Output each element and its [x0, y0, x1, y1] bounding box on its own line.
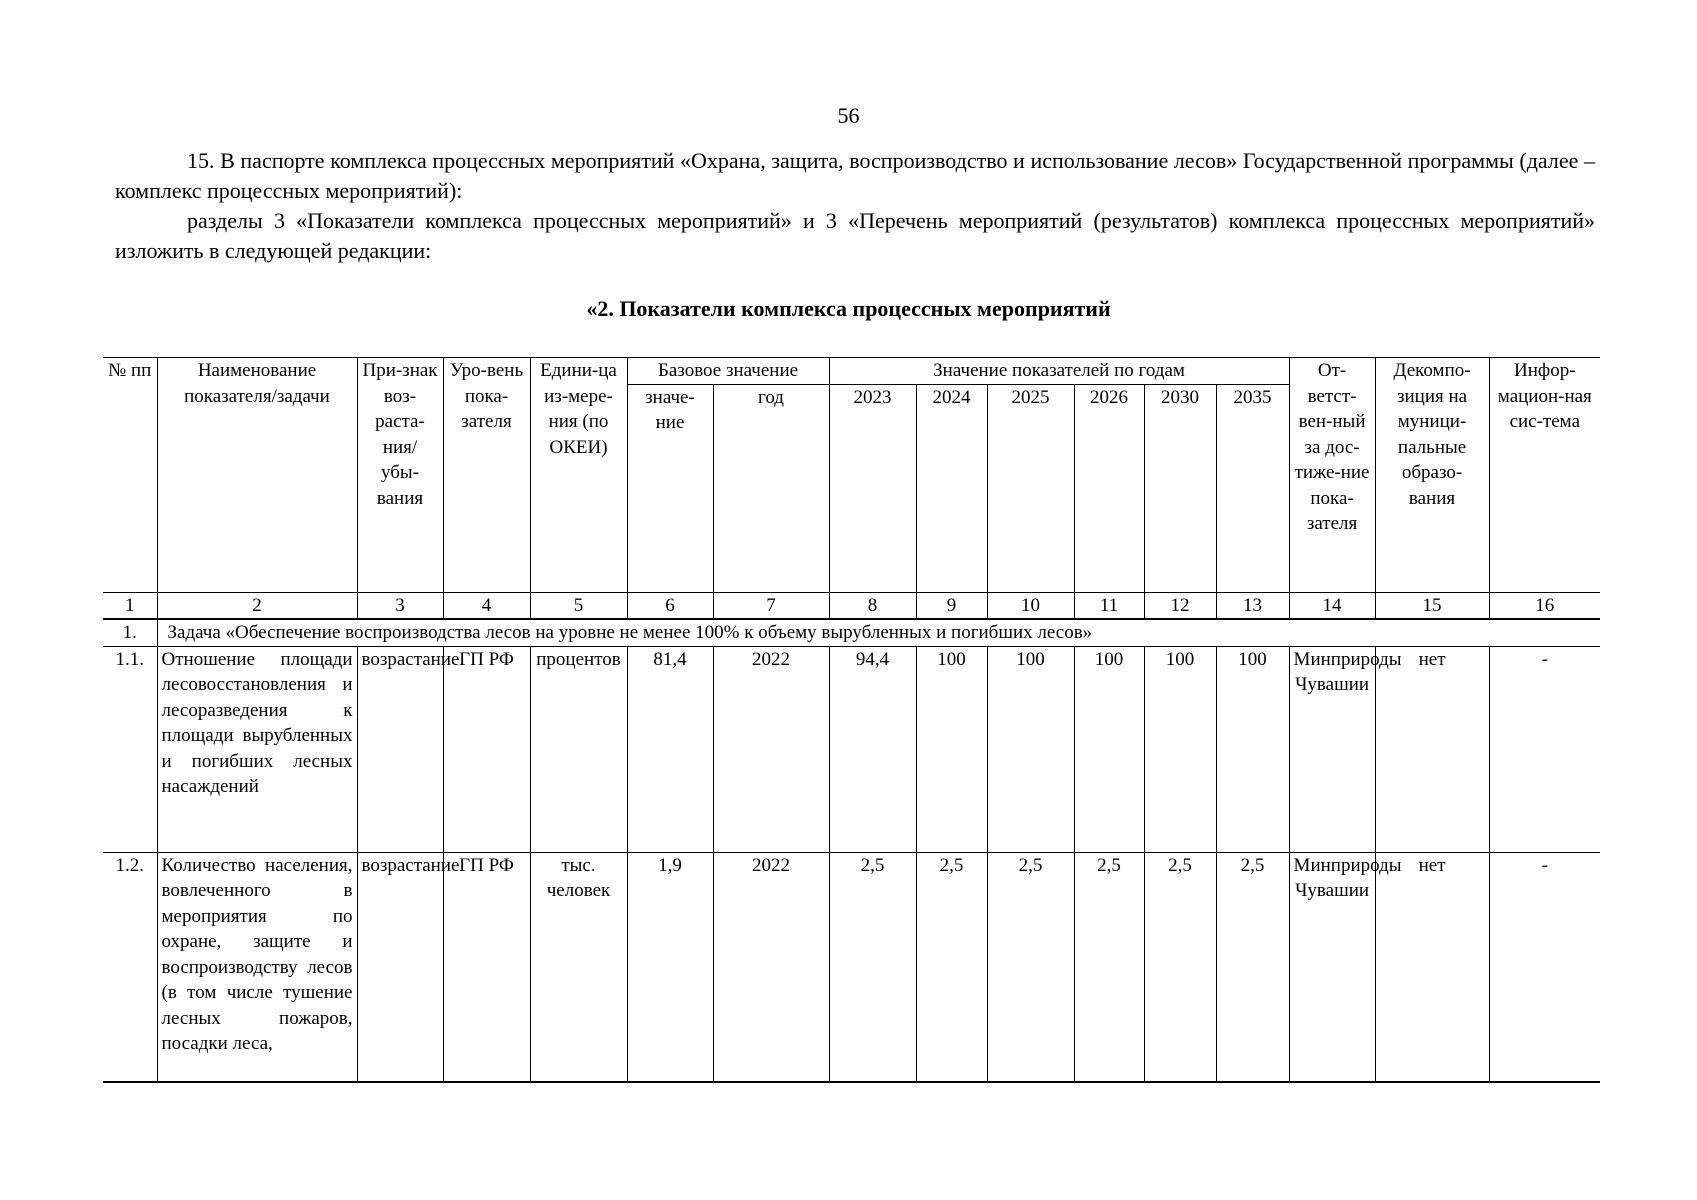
task-row: [103, 619, 1600, 646]
row-decomposition: нет: [1375, 646, 1489, 852]
row-level: ГП РФ: [443, 852, 530, 1082]
task-num: 1.: [103, 619, 157, 646]
column-number: 12: [1144, 592, 1216, 619]
intro-text: [115, 146, 1595, 266]
header-year-2030: 2030: [1144, 384, 1216, 592]
row-value-2026: 2,5: [1074, 852, 1144, 1082]
row-responsible: Минприроды Чувашии: [1289, 646, 1375, 852]
column-number: 15: [1375, 592, 1489, 619]
column-number: 13: [1216, 592, 1289, 619]
column-numbers-row: [103, 592, 1600, 619]
row-name: Отношение площади лесовосстановления и лесоразведения к площади вырубленных и погибших лесных насаждений: [157, 646, 357, 852]
column-number: 4: [443, 592, 530, 619]
header-decomposition: Декомпо-зиция на муници-пальные образо-вания: [1375, 358, 1489, 593]
header-level: Уро-вень пока-зателя: [443, 358, 530, 593]
row-value-2024: 100: [916, 646, 987, 852]
row-sign: возрастание: [357, 852, 443, 1082]
row-unit: тыс. человек: [530, 852, 627, 1082]
row-base-value: 1,9: [627, 852, 713, 1082]
row-base-value: 81,4: [627, 646, 713, 852]
table-row: [103, 852, 1600, 1082]
intro-paragraph-1: 15. В паспорте комплекса процессных мероприятий «Охрана, защита, воспроизводство и использование лесов» Государственной программы (далее – комплекс процессных мероприятий):: [115, 148, 1595, 203]
header-unit: Едини-ца из-мере-ния (по ОКЕИ): [530, 358, 627, 593]
row-sign: возрастание: [357, 646, 443, 852]
page-number: 56: [837, 103, 860, 128]
row-value-2026: 100: [1074, 646, 1144, 852]
section-title: «2. Показатели комплекса процессных мероприятий: [586, 296, 1111, 321]
column-number: 6: [627, 592, 713, 619]
header-row-1: [103, 358, 1600, 385]
header-name: Наименование показателя/задачи: [157, 358, 357, 593]
indicators-table-container: [103, 357, 1600, 1079]
header-year-2025: 2025: [987, 384, 1074, 592]
column-number: 5: [530, 592, 627, 619]
row-value-2025: 2,5: [987, 852, 1074, 1082]
row-value-2030: 2,5: [1144, 852, 1216, 1082]
row-num: 1.2.: [103, 852, 157, 1082]
row-level: ГП РФ: [443, 646, 530, 852]
header-year-2035: 2035: [1216, 384, 1289, 592]
row-unit: процентов: [530, 646, 627, 852]
column-number: 16: [1489, 592, 1600, 619]
row-value-2023: 2,5: [829, 852, 916, 1082]
row-value-2035: 2,5: [1216, 852, 1289, 1082]
row-value-2024: 2,5: [916, 852, 987, 1082]
row-value-2035: 100: [1216, 646, 1289, 852]
row-value-2030: 100: [1144, 646, 1216, 852]
row-responsible: Минприроды Чувашии: [1289, 852, 1375, 1082]
header-info-system: Инфор-мацион-ная сис-тема: [1489, 358, 1600, 593]
task-text: Задача «Обеспечение воспроизводства лесов на уровне не менее 100% к объему вырубленных и погибших лесов»: [157, 619, 1600, 646]
column-number: 11: [1074, 592, 1144, 619]
row-base-year: 2022: [713, 852, 829, 1082]
header-year-2026: 2026: [1074, 384, 1144, 592]
row-decomposition: нет: [1375, 852, 1489, 1082]
row-name: Количество населения, вовлеченного в мероприятия по охране, защите и воспроизводству лесов (в том числе тушение лесных пожаров, посадки леса,: [157, 852, 357, 1082]
header-responsible: От-ветст-вен-ный за дос-тиже-ние пока-зателя: [1289, 358, 1375, 593]
column-number: 10: [987, 592, 1074, 619]
header-years-group: Значение показателей по годам: [829, 358, 1289, 385]
intro-paragraph-2: разделы 3 «Показатели комплекса процессных мероприятий» и 3 «Перечень мероприятий (результатов) комплекса процессных мероприятий» изложить в следующей редакции:: [115, 208, 1595, 263]
header-base-year: год: [713, 384, 829, 592]
row-num: 1.1.: [103, 646, 157, 852]
header-year-2023: 2023: [829, 384, 916, 592]
table-row: [103, 646, 1600, 852]
column-number: 8: [829, 592, 916, 619]
row-info-system: -: [1489, 852, 1600, 1082]
indicators-table: [103, 357, 1600, 1083]
row-value-2025: 100: [987, 646, 1074, 852]
column-number: 7: [713, 592, 829, 619]
header-sign: При-знак воз-раста-ния/ убы-вания: [357, 358, 443, 593]
header-base-value: значе-ние: [627, 384, 713, 592]
header-base-group: Базовое значение: [627, 358, 829, 385]
column-number: 14: [1289, 592, 1375, 619]
column-number: 2: [157, 592, 357, 619]
row-base-year: 2022: [713, 646, 829, 852]
row-info-system: -: [1489, 646, 1600, 852]
column-number: 9: [916, 592, 987, 619]
column-number: 3: [357, 592, 443, 619]
row-value-2023: 94,4: [829, 646, 916, 852]
header-year-2024: 2024: [916, 384, 987, 592]
column-number: 1: [103, 592, 157, 619]
header-num: № пп: [103, 358, 157, 593]
